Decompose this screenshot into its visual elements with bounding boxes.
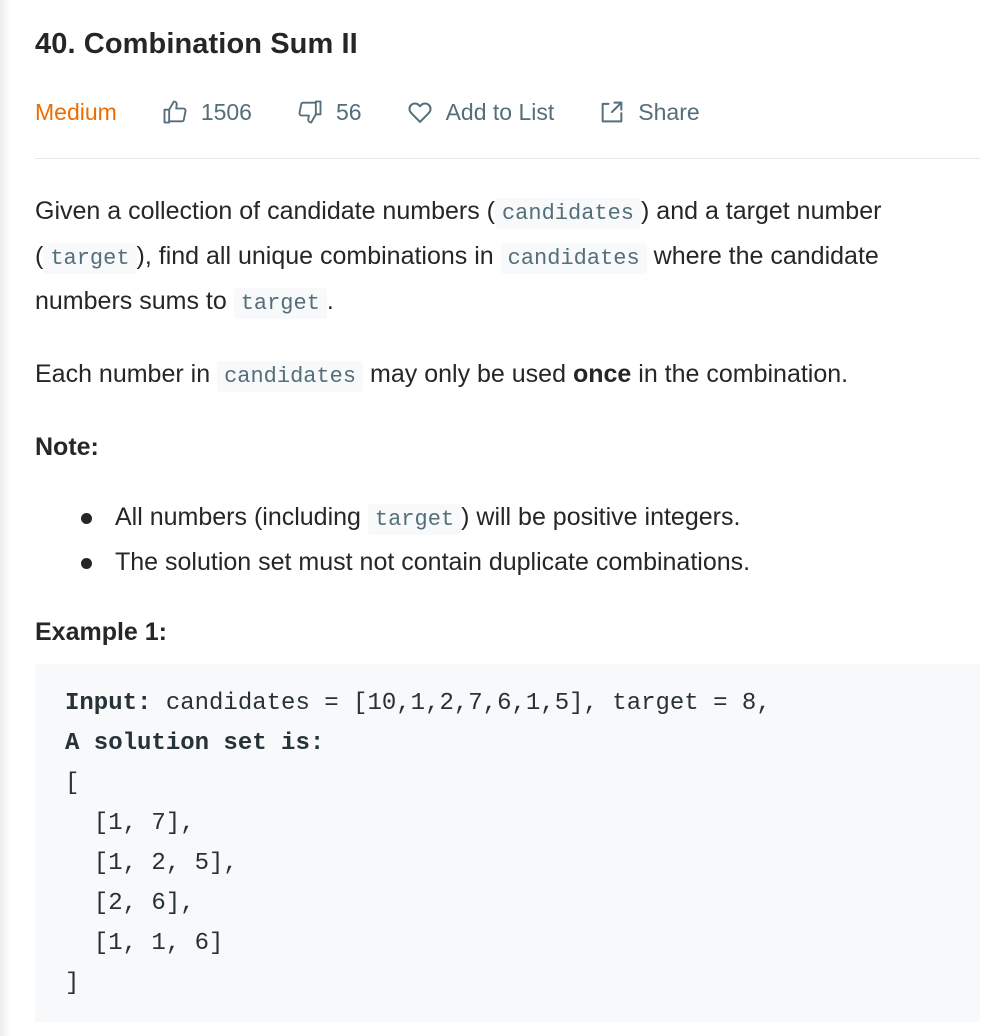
inline-code-target: target [234,288,327,319]
description-paragraph-1: Given a collection of candidate numbers ( candidates ) and a target number ( target ), find all unique combinations in candidates where the candidate numbers sums to target . [35,190,980,325]
code-line: [ [65,770,80,797]
problem-description [35,190,980,653]
solution-label: A solution set is: [65,730,325,757]
thumbs-down-icon [296,98,324,126]
description-paragraph-2: Each number in candidates may only be used once in the combination. [35,353,980,398]
add-to-list-button[interactable] [406,98,555,126]
code-line: ] [65,970,80,997]
emphasis-once: once [572,360,632,388]
add-to-list-label: Add to List [445,98,555,125]
code-line: [2, 6], [65,890,195,917]
example-code-block [35,664,980,1022]
note-list [35,496,980,583]
problem-meta-row [35,94,744,130]
share-button[interactable] [598,98,699,126]
input-label: Input: [65,690,152,717]
list-item: The solution set must not contain duplicate combinations. [115,541,980,583]
difficulty-badge: Medium [35,98,117,125]
code-line: [1, 1, 6] [65,930,224,957]
header-divider [35,158,980,159]
dislike-count: 56 [335,98,362,125]
heart-icon [406,98,434,126]
code-line: [1, 7], [65,810,195,837]
like-button[interactable] [161,98,252,126]
note-heading: Note: [35,433,99,461]
dislike-button[interactable] [296,98,362,126]
inline-code-candidates: candidates [495,198,641,229]
example-heading: Example 1: [35,618,168,646]
inline-code-candidates: candidates [501,243,647,274]
share-icon [598,98,626,126]
input-value: candidates = [10,1,2,7,6,1,5], target = 8, [151,690,771,717]
inline-code-target: target [43,243,136,274]
problem-title: 40. Combination Sum II [35,28,358,60]
inline-code-target: target [368,504,461,535]
like-count: 1506 [200,98,252,125]
list-item: All numbers (including target ) will be positive integers. [115,496,980,541]
inline-code-candidates: candidates [217,361,363,392]
share-label: Share [638,98,700,125]
left-panel-edge [0,0,10,1036]
code-line: [1, 2, 5], [65,850,238,877]
thumbs-up-icon [161,98,189,126]
